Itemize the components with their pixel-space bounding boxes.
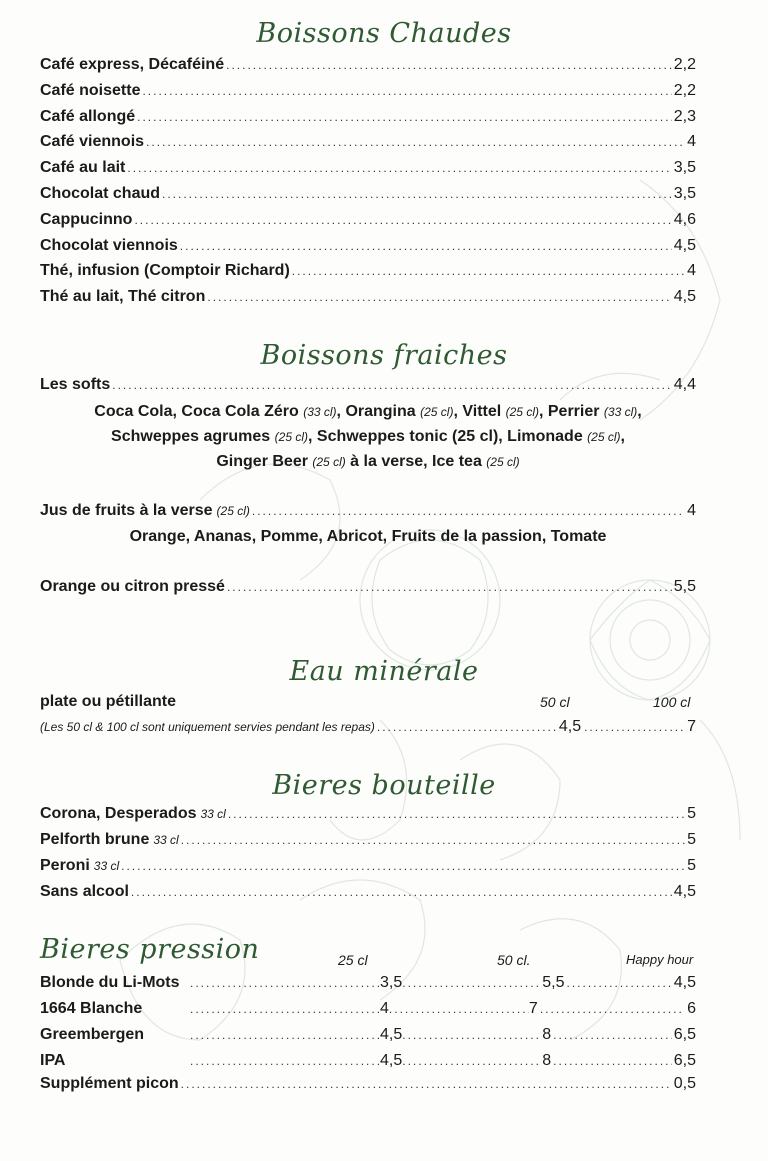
- dot-leader: [190, 1002, 380, 1016]
- softs-volume: (25 cl): [274, 430, 308, 444]
- dot-leader: [228, 807, 685, 821]
- softs-text: à la verse, Ice tea: [345, 453, 487, 470]
- dot-leader: [134, 213, 671, 227]
- dot-leader: [553, 1054, 672, 1068]
- softs-text: Coca Cola, Coca Cola Zéro: [94, 403, 304, 420]
- item-name: Jus de fruits à la verse: [40, 502, 213, 519]
- item-price: 4,6: [673, 210, 696, 228]
- softs-text: , Vittel: [453, 403, 506, 420]
- dot-leader: [540, 1002, 685, 1016]
- softs-volume: (25 cl): [486, 455, 520, 469]
- softs-list-line-3: [40, 450, 696, 474]
- item-name: Greembergen: [40, 1026, 145, 1043]
- item-price-happy-hour: 6,5: [673, 1052, 696, 1069]
- item-price: 4,4: [673, 376, 696, 393]
- menu-item-fruit-juice: [40, 502, 696, 526]
- dot-leader: [181, 833, 685, 847]
- dot-leader: [190, 976, 380, 990]
- item-price: 4,5: [673, 883, 696, 900]
- dot-leader: [292, 264, 685, 278]
- menu-item: [40, 288, 696, 312]
- dot-leader: [402, 1054, 542, 1068]
- item-volume: 33 cl: [200, 807, 226, 821]
- softs-text: Ginger Beer: [216, 453, 313, 470]
- item-price-happy-hour: 4,5: [673, 974, 696, 991]
- item-name: Café viennois: [40, 133, 145, 151]
- softs-text: Schweppes agrumes: [111, 428, 275, 445]
- softs-volume: (25 cl): [587, 430, 621, 444]
- softs-volume: (25 cl): [312, 455, 346, 469]
- item-name: Corona, Desperados: [40, 805, 197, 822]
- dot-leader: [162, 187, 672, 201]
- water-price-100cl: 7: [687, 718, 696, 735]
- dot-leader: [567, 976, 672, 990]
- menu-item-water: [40, 693, 696, 717]
- menu-item: [40, 883, 696, 907]
- item-name: IPA: [40, 1052, 66, 1069]
- dot-leader: [180, 239, 672, 253]
- item-price: 4,5: [673, 236, 696, 254]
- item-name: Chocolat chaud: [40, 185, 161, 202]
- menu-item: [40, 857, 696, 881]
- dot-leader: [252, 504, 685, 518]
- menu-item-picon: [40, 1075, 696, 1099]
- juice-flavors-list: Orange, Ananas, Pomme, Abricot, Fruits de la passion, Tomate: [129, 528, 607, 545]
- item-name: Cappucinno: [40, 210, 133, 228]
- menu-item: [40, 108, 696, 132]
- item-price: 4,5: [673, 288, 696, 306]
- menu-item: [40, 805, 696, 829]
- water-service-note: (Les 50 cl & 100 cl sont uniquement servies pendant les repas): [40, 720, 375, 734]
- item-volume: 33 cl: [153, 833, 179, 847]
- dot-leader: [584, 720, 684, 734]
- item-price-25cl: 4,5: [380, 1052, 403, 1069]
- dot-leader: [190, 1054, 380, 1068]
- item-price-happy-hour: 6,5: [673, 1026, 696, 1043]
- section-title-mineral-water: Eau minérale: [289, 656, 479, 687]
- menu-item: [40, 82, 696, 106]
- dot-leader: [377, 720, 557, 734]
- item-name: Pelforth brune: [40, 831, 150, 848]
- column-header-100cl: 100 cl: [653, 694, 691, 710]
- menu-item: [40, 974, 696, 998]
- item-name: Café noisette: [40, 81, 141, 99]
- dot-leader: [227, 580, 672, 594]
- item-name: plate ou pétillante: [40, 693, 177, 710]
- item-volume: (25 cl): [216, 504, 250, 518]
- softs-list-line-1: [40, 400, 696, 424]
- dot-leader: [131, 885, 672, 899]
- item-name: Chocolat viennois: [40, 236, 178, 254]
- section-title-bottled-beers: Bieres bouteille: [272, 770, 496, 801]
- item-name: 1664 Blanche: [40, 1000, 143, 1017]
- menu-item: [40, 133, 696, 157]
- softs-text: ,: [637, 403, 642, 420]
- item-price-50cl: 8: [542, 1026, 552, 1043]
- dot-leader: [190, 1028, 380, 1042]
- softs-text: ,: [620, 428, 625, 445]
- item-name: Les softs: [40, 376, 111, 393]
- item-name: Supplément picon: [40, 1075, 179, 1092]
- item-price: 2,2: [673, 56, 696, 73]
- menu-item: [40, 1052, 696, 1076]
- item-price: 5: [687, 857, 696, 874]
- softs-text: , Perrier: [538, 403, 604, 420]
- item-price: 2,3: [673, 107, 696, 125]
- dot-leader: [553, 1028, 672, 1042]
- softs-volume: (33 cl): [303, 405, 337, 419]
- item-price-25cl: 3,5: [380, 974, 403, 991]
- dot-leader: [121, 859, 685, 873]
- item-price: 5: [687, 805, 696, 822]
- item-price: 4: [687, 133, 696, 151]
- softs-volume: (25 cl): [420, 405, 454, 419]
- item-price: 3,5: [673, 185, 696, 202]
- section-title-draft-beers: Bieres pression: [40, 934, 260, 965]
- softs-text: , Orangina: [336, 403, 421, 420]
- dot-leader: [112, 378, 672, 392]
- dot-leader: [402, 1028, 542, 1042]
- item-price: 4: [687, 262, 696, 280]
- softs-volume: (25 cl): [505, 405, 539, 419]
- item-name: Café allongé: [40, 107, 136, 125]
- item-price-50cl: 8: [542, 1052, 552, 1069]
- column-header-25cl: 25 cl: [338, 952, 368, 968]
- menu-item: [40, 185, 696, 209]
- menu-item: [40, 211, 696, 235]
- column-header-happy-hour: Happy hour: [626, 952, 694, 967]
- dot-leader: [402, 976, 542, 990]
- dot-leader: [127, 161, 671, 175]
- softs-text: , Schweppes tonic (25 cl), Limonade: [308, 428, 588, 445]
- item-name: Café express, Décaféiné: [40, 56, 225, 73]
- item-volume: 33 cl: [93, 859, 120, 873]
- item-name: Café au lait: [40, 159, 126, 177]
- menu-item: [40, 159, 696, 183]
- water-price-50cl: 4,5: [558, 718, 582, 735]
- menu-item: [40, 1026, 696, 1050]
- item-price-50cl: 7: [528, 1000, 538, 1017]
- item-name: Peroni: [40, 857, 90, 874]
- menu-item: [40, 1000, 696, 1024]
- menu-item: [40, 262, 696, 286]
- item-name: Orange ou citron pressé: [40, 578, 225, 595]
- item-price-happy-hour: 6: [687, 1000, 696, 1017]
- menu-item: [40, 237, 696, 261]
- column-header-50cl: 50 cl: [540, 694, 570, 710]
- item-name: Thé au lait, Thé citron: [40, 288, 206, 306]
- menu-item: [40, 831, 696, 855]
- dot-leader: [226, 58, 672, 72]
- item-price: 3,5: [673, 159, 696, 177]
- dot-leader: [146, 135, 685, 149]
- menu-item-softs: [40, 376, 696, 400]
- softs-volume: (33 cl): [603, 405, 638, 419]
- section-title-cold-drinks: Boissons fraiches: [260, 340, 508, 371]
- item-price-25cl: 4: [380, 1000, 389, 1017]
- item-price: 5: [687, 831, 696, 848]
- dot-leader: [181, 1077, 672, 1091]
- item-name: Sans alcool: [40, 883, 129, 900]
- item-price-25cl: 4,5: [380, 1026, 403, 1043]
- column-header-50cl: 50 cl.: [497, 952, 531, 968]
- item-name: Thé, infusion (Comptoir Richard): [40, 262, 290, 280]
- section-title-hot-drinks: Boissons Chaudes: [256, 18, 512, 49]
- dot-leader: [142, 84, 671, 98]
- softs-list-line-2: [40, 425, 696, 449]
- item-price: 5,5: [673, 578, 696, 595]
- menu-item: [40, 56, 696, 80]
- dot-leader: [389, 1002, 529, 1016]
- item-price: 4: [687, 502, 696, 519]
- item-price-50cl: 5,5: [542, 974, 565, 991]
- item-name: Blonde du Li-Mots: [40, 974, 180, 991]
- menu-item-pressed-juice: [40, 578, 696, 602]
- dot-leader: [137, 110, 672, 124]
- item-price: 0,5: [673, 1075, 696, 1092]
- water-prices-row: [40, 718, 696, 742]
- dot-leader: [207, 290, 671, 304]
- item-price: 2,2: [673, 81, 696, 99]
